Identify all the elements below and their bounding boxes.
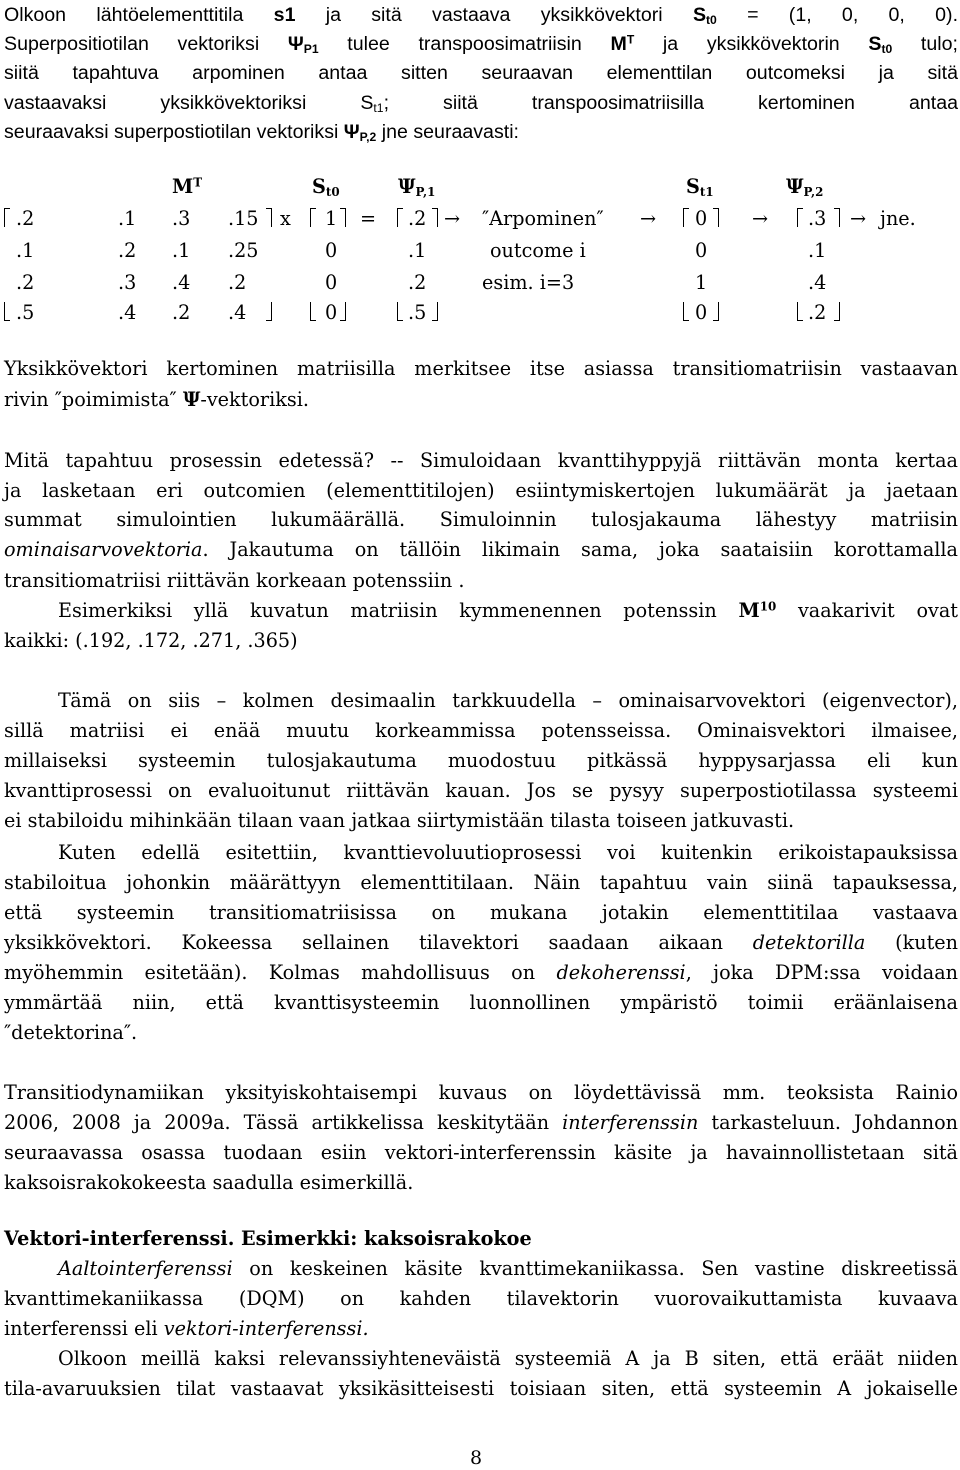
header-Psi-P1: $\Psi_{P,1}$: [398, 175, 436, 199]
header-M-T: $M^T$: [172, 175, 203, 198]
m-cell: .1: [16, 239, 35, 262]
p3-line-6: Esimerkiksi yllä kuvatun matriisin kymmenennen potenssin $M^{10}$ vaakarivit ovat: [58, 599, 958, 622]
arrow: →: [850, 207, 867, 230]
st1-cell: 0: [695, 207, 708, 230]
p5-line-2: stabiloitua johonkin määrättyyn elementtitilaan. Näin tapahtuu vain siinä tapauksessa,: [4, 871, 958, 894]
outcome-label: outcome i: [490, 239, 586, 262]
m-cell: .4: [172, 271, 191, 294]
p5-line-4: yksikkövektori. Kokeessa sellainen tilavektori saadaan aikaan detektorilla (kuten: [4, 931, 958, 954]
p7-line-5: tila-avaruuksien tilat vastaavat yksikäsitteisesti toisiaan siten, että systeemin A jokaiselle: [4, 1377, 958, 1400]
p3-line-5: transitiomatriisi riittävän korkeaan potenssiin .: [4, 569, 465, 592]
p4-line-1: Tämä on siis – kolmen desimaalin tarkkuudella – ominaisarvovektori (eigenvector),: [58, 689, 958, 712]
p7-line-2: kvanttimekaniikassa (DQM) on kahden tilavektorin vuorovaikuttamista kuvaava: [4, 1287, 958, 1310]
m-cell: .25: [228, 239, 259, 262]
equals-sign: =: [360, 207, 377, 230]
p1-line-1: Olkoon lähtöelementtitila s1 ja sitä vastaava yksikkövektori $S_{t0} = (1$, 0, 0, 0).: [4, 4, 959, 28]
psi2-cell: .1: [808, 239, 827, 262]
bracket-psi2-top-right: [834, 208, 840, 227]
p3-line-2: ja lasketaan eri outcomien (elementtitilojen) esiintymiskertojen lukumäärät ja jaetaan: [4, 479, 958, 502]
bracket-st0-bottom-left: [310, 302, 316, 321]
p6-line-3: seuraavassa osassa tuodaan esiin vektori-interferenssin käsite ja havainnollistetaan sitä: [4, 1141, 958, 1164]
p3-line-4: ominaisarvovektoria. Jakautuma on tällöin likimain sama, joka saataisiin korottamalla: [4, 538, 958, 561]
p7-line-3: interferenssi eli vektori-interferenssi.: [4, 1317, 369, 1340]
p1-line-5: seuraavaksi superpostiotilan vektoriksi $\Psi_{P,2}$ jne seuraavasti:: [4, 121, 519, 145]
psi1-cell: .2: [408, 207, 427, 230]
bracket-st0-bottom-right: [340, 302, 346, 321]
p7-line-1: Aaltointerferenssi on keskeinen käsite kvanttimekaniikassa. Sen vastine diskreetissä: [58, 1257, 958, 1280]
bracket-st1-top-right: [713, 208, 719, 227]
m-cell: .2: [172, 301, 191, 324]
p4-line-4: kvanttiprosessi on evaluoitunut riittävän kauan. Jos se pysyy superpostiotilassa systeemi: [4, 779, 958, 802]
header-S-t1: $S_{t1}$: [686, 175, 714, 199]
bracket-mt-bottom-right: [266, 302, 272, 321]
st1-cell: 0: [695, 239, 708, 262]
bracket-psi2-bottom-right: [834, 302, 840, 321]
p3-line-1: Mitä tapahtuu prosessin edetessä? -- Simuloidaan kvanttihyppyjä riittävän monta kertaa: [4, 449, 958, 472]
p1-line-2: Superpositiotilan vektoriksi $\Psi_{P1}$ tulee transpoosimatriisin $M^T$ ja yksikkövektorin $S_{t0}$ tulo;: [4, 32, 958, 57]
m-cell: .3: [172, 207, 191, 230]
example-label: esim. i=3: [482, 271, 575, 294]
bracket-mt-top-right: [266, 208, 272, 227]
p4-line-3: millaiseksi systeemin tulosjakautuma muodostuu pitkässä hyppysarjassa eli kun: [4, 749, 958, 772]
bracket-mt-bottom-left: [4, 302, 10, 321]
m-cell: .4: [118, 301, 137, 324]
psi1-cell: .1: [408, 239, 427, 262]
bracket-psi1-bottom-right: [432, 302, 438, 321]
psi2-cell: .2: [808, 301, 827, 324]
jne-label: jne.: [880, 207, 916, 230]
bracket-psi1-top-left: [397, 208, 403, 227]
p3-line-3: summat simulointien lukumäärällä. Simuloinnin tulosjakauma lähestyy matriisin: [4, 508, 958, 531]
m-cell: .2: [118, 239, 137, 262]
bracket-psi2-bottom-left: [797, 302, 803, 321]
p7-line-4: Olkoon meillä kaksi relevanssiyhteneväistä systeemiä A ja B siten, että eräät niiden: [58, 1347, 958, 1370]
st0-cell: 0: [325, 271, 338, 294]
bracket-st1-bottom-left: [683, 302, 689, 321]
page-number: 8: [470, 1447, 483, 1469]
m-cell: .15: [228, 207, 259, 230]
arrow: →: [640, 207, 657, 230]
p4-line-2: sillä matriisi ei enää muutu korkeammissa potensseissa. Ominaisvektori ilmaisee,: [4, 719, 958, 742]
p4-line-5: ei stabiloidu mihinkään tilaan vaan jatkaa siirtymistään tilasta toiseen jatkuvasti.: [4, 809, 795, 832]
bracket-mt-top-left: [4, 208, 10, 227]
p1-line-4: vastaavaksi yksikkövektoriksi $S_{t1}$; siitä transpoosimatriisilla kertominen antaa: [4, 92, 958, 116]
p5-line-6: ymmärtää niin, että kvanttisysteemin luonnollinen ympäristö toimii eräänlaisena: [4, 991, 958, 1014]
psi2-cell: .3: [808, 207, 827, 230]
arrow: →: [444, 207, 461, 230]
m-cell: .1: [118, 207, 137, 230]
header-S-t0: $S_{t0}$: [312, 175, 340, 199]
p1-line-3: siitä tapahtuva arpominen antaa sitten seuraavan elementtilan outcomeksi ja sitä: [4, 62, 958, 84]
p5-line-1: Kuten edellä esitettiin, kvanttievoluutioprosessi voi kuitenkin erikoistapauksissa: [58, 841, 958, 864]
st0-cell: 0: [325, 239, 338, 262]
p6-line-4: kaksoisrakokokeesta saadulla esimerkillä.: [4, 1171, 414, 1194]
st1-cell: 0: [695, 301, 708, 324]
bracket-psi1-top-right: [432, 208, 438, 227]
bracket-st1-top-left: [683, 208, 689, 227]
m-cell: .2: [16, 271, 35, 294]
arpominen-label: ″Arpominen″: [482, 207, 604, 230]
psi2-cell: .4: [808, 271, 827, 294]
st1-cell: 1: [695, 271, 708, 294]
bracket-psi1-bottom-left: [397, 302, 403, 321]
st0-cell: 0: [325, 301, 338, 324]
bracket-st1-bottom-right: [713, 302, 719, 321]
p5-line-5: myöhemmin esitetään). Kolmas mahdollisuus on dekoherenssi, joka DPM:ssa voidaan: [4, 961, 958, 984]
p6-line-2: 2006, 2008 ja 2009a. Tässä artikkelissa keskitytään interferenssin tarkasteluun. Johdannon: [4, 1111, 958, 1134]
p3-line-7: kaikki: (.192, .172, .271, .365): [4, 629, 298, 652]
psi1-cell: .2: [408, 271, 427, 294]
p5-line-7: ″detektorina″.: [4, 1021, 138, 1044]
m-cell: .1: [172, 239, 191, 262]
m-cell: .5: [16, 301, 35, 324]
header-Psi-P2: $\Psi_{P,2}$: [786, 175, 824, 199]
p2-line-2: rivin ″poimimista″ Ψ-vektoriksi.: [4, 388, 309, 411]
psi1-cell: .5: [408, 301, 427, 324]
st0-cell: 1: [325, 207, 338, 230]
m-cell: .2: [16, 207, 35, 230]
bracket-psi2-top-left: [797, 208, 803, 227]
p2-line-1: Yksikkövektori kertominen matriisilla merkitsee itse asiassa transitiomatriisin vastaavan: [4, 357, 958, 380]
bracket-st0-top-right: [340, 208, 346, 227]
bracket-st0-top-left: [310, 208, 316, 227]
p6-line-1: Transitiodynamiikan yksityiskohtaisempi kuvaus on löydettävissä mm. teoksista Rainio: [4, 1081, 958, 1104]
times-sign: x: [280, 207, 291, 230]
m-cell: .3: [118, 271, 137, 294]
m-cell: .4: [228, 301, 247, 324]
section-heading: Vektori-interferenssi. Esimerkki: kaksoisrakokoe: [4, 1227, 532, 1250]
arrow: →: [752, 207, 769, 230]
m-cell: .2: [228, 271, 247, 294]
p5-line-3: että systeemin transitiomatriisissa on mukana jotakin elementtitilaa vastaava: [4, 901, 958, 924]
